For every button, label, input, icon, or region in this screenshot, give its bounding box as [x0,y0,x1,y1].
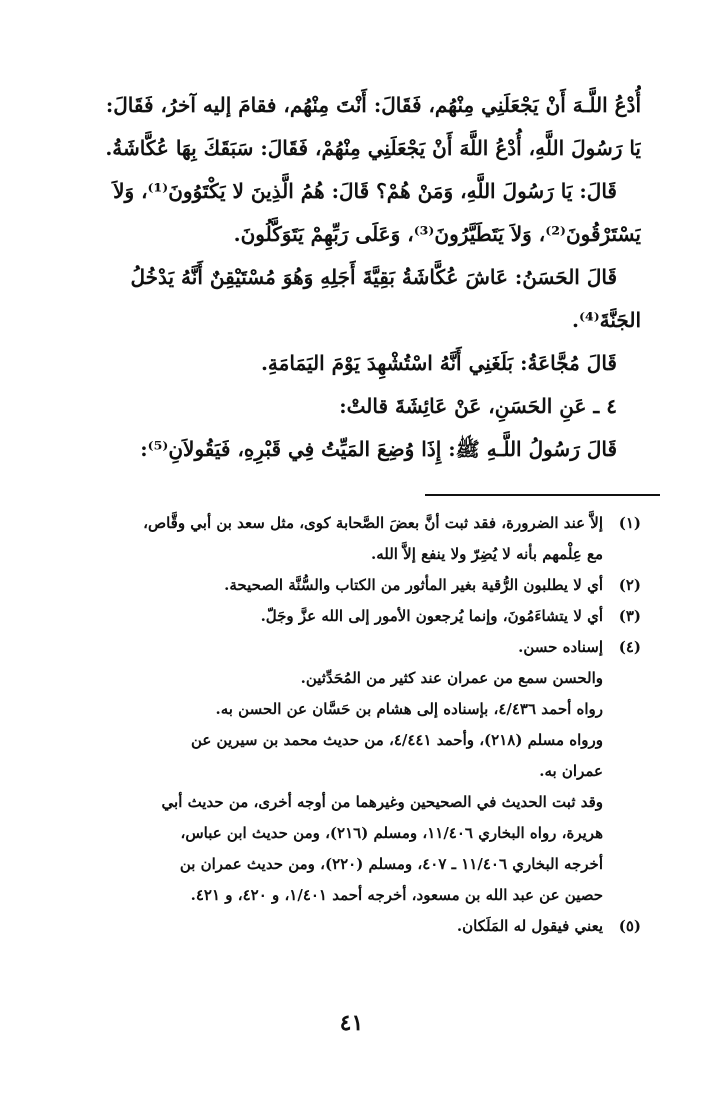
footnote-text: أخرجه البخاري ١١/٤٠٦ ـ ٤٠٧، ومسلم (٢٢٠)، ومن حديث عمران بن [179,855,603,873]
footnote-4 [72,632,641,911]
main-text-line-4: يَسْتَرْقُونَ⁽²⁾، وَلاَ يَتَطَيَّرُونَ⁽³⁾، وَعَلَى رَبِّهِمْ يَتَوَكَّلُونَ. [233,222,641,246]
footnote-text: إلاَّ عند الضرورة، فقد ثبت أنَّ بعضَ الصَّحابة كوى، مثل سعد بن أبي وقَّاص، [143,514,603,532]
page-number: ٤١ [339,1010,364,1036]
main-text-line-3: قَالَ: يَا رَسُولَ اللَّهِ، وَمَنْ هُمْ؟ قَالَ: هُمُ الَّذِينَ لا يَكْتَوُونَ⁽¹⁾، وَلاَ [113,179,617,203]
footnote-1 [72,508,641,570]
footnote-2 [72,570,641,601]
footnote-number: (٢) [618,576,641,594]
footnote-text: وقد ثبت الحديث في الصحيحين وغيرهما من أوجه أخرى، من حديث أبي [161,793,603,811]
footnote-3 [72,601,641,632]
footnote-text: أي لا يطلبون الرُّقية بغير المأثور من الكتاب والسُّنَّة الصحيحة. [224,576,603,594]
main-text-line-6: الجَنَّةَ⁽⁴⁾. [572,308,641,332]
main-text-line-2: يَا رَسُولَ اللَّهِ، أُدْعُ اللَّهَ أَنْ يَجْعَلَنِي مِنْهُمْ، فَقَالَ: سَبَقَكَ بِهَا عُكَّاشَةُ. [105,136,641,160]
footnote-divider [425,494,660,496]
footnote-text: رواه أحمد ٤/٤٣٦، بإسناده إلى هشام بن حَسَّان عن الحسن به. [215,700,603,718]
footnote-text: والحسن سمع من عمران عند كثير من المُحَدِّثين. [300,669,603,687]
footnotes [72,508,641,942]
main-text-line-7: قَالَ مُجَّاعَةُ: بَلَغَنِي أَنَّهُ اسْتُشْهِدَ يَوْمَ اليَمَامَةِ. [260,351,617,375]
footnote-number: (٣) [618,607,641,625]
footnote-text: حصين عن عبد الله بن مسعود، أخرجه أحمد ١/٤٠١، و ٤٢٠، و ٤٢١. [190,886,603,904]
main-text [72,84,641,471]
main-text-line-9: قَالَ رَسُولُ اللَّـهِ ﷺ: إِذَا وُضِعَ المَيِّتُ فِي قَبْرِهِ، فَيَقُولاَنِ⁽⁵⁾: [140,437,617,461]
footnote-number: (١) [618,514,641,532]
footnote-text: عمران به. [539,762,603,780]
footnote-text: أي لا يتشاءَمُونَ، وإنما يُرجعون الأمور إلى الله عزَّ وجَلّ. [260,607,603,625]
footnote-text: إسناده حسن. [518,638,603,656]
main-text-line-1: أُدْعُ اللَّـهَ أَنْ يَجْعَلَنِي مِنْهُم، فَقَالَ: أَنْتَ مِنْهُم، فقامَ إليه آخرُ، فَقَالَ: [105,93,641,117]
footnote-text: مع عِلْمهم بأنه لا يُضِرّ ولا ينفع إلاَّ الله. [370,545,603,563]
main-text-line-5: قَالَ الحَسَنُ: عَاشَ عُكَّاشَةُ بَقِيَّةَ أَجَلِهِ وَهُوَ مُسْتَيْقِنٌ أَنَّهُ يَدْخُلُ [130,265,617,289]
footnote-number: (٤) [618,638,641,656]
footnote-text: ورواه مسلم (٢١٨)، وأحمد ٤/٤٤١، من حديث محمد بن سيرين عن [190,731,603,749]
hadith-heading: ٤ ـ عَنِ الحَسَنِ، عَنْ عَائِشَةَ قالتْ: [339,394,617,418]
footnote-text: هريرة، رواه البخاري ١١/٤٠٦، ومسلم (٢١٦)، ومن حديث ابن عباس، [180,824,603,842]
footnote-number: (٥) [618,917,641,935]
footnote-5 [72,911,641,942]
footnote-text: يعني فيقول له المَلَكان. [456,917,603,935]
